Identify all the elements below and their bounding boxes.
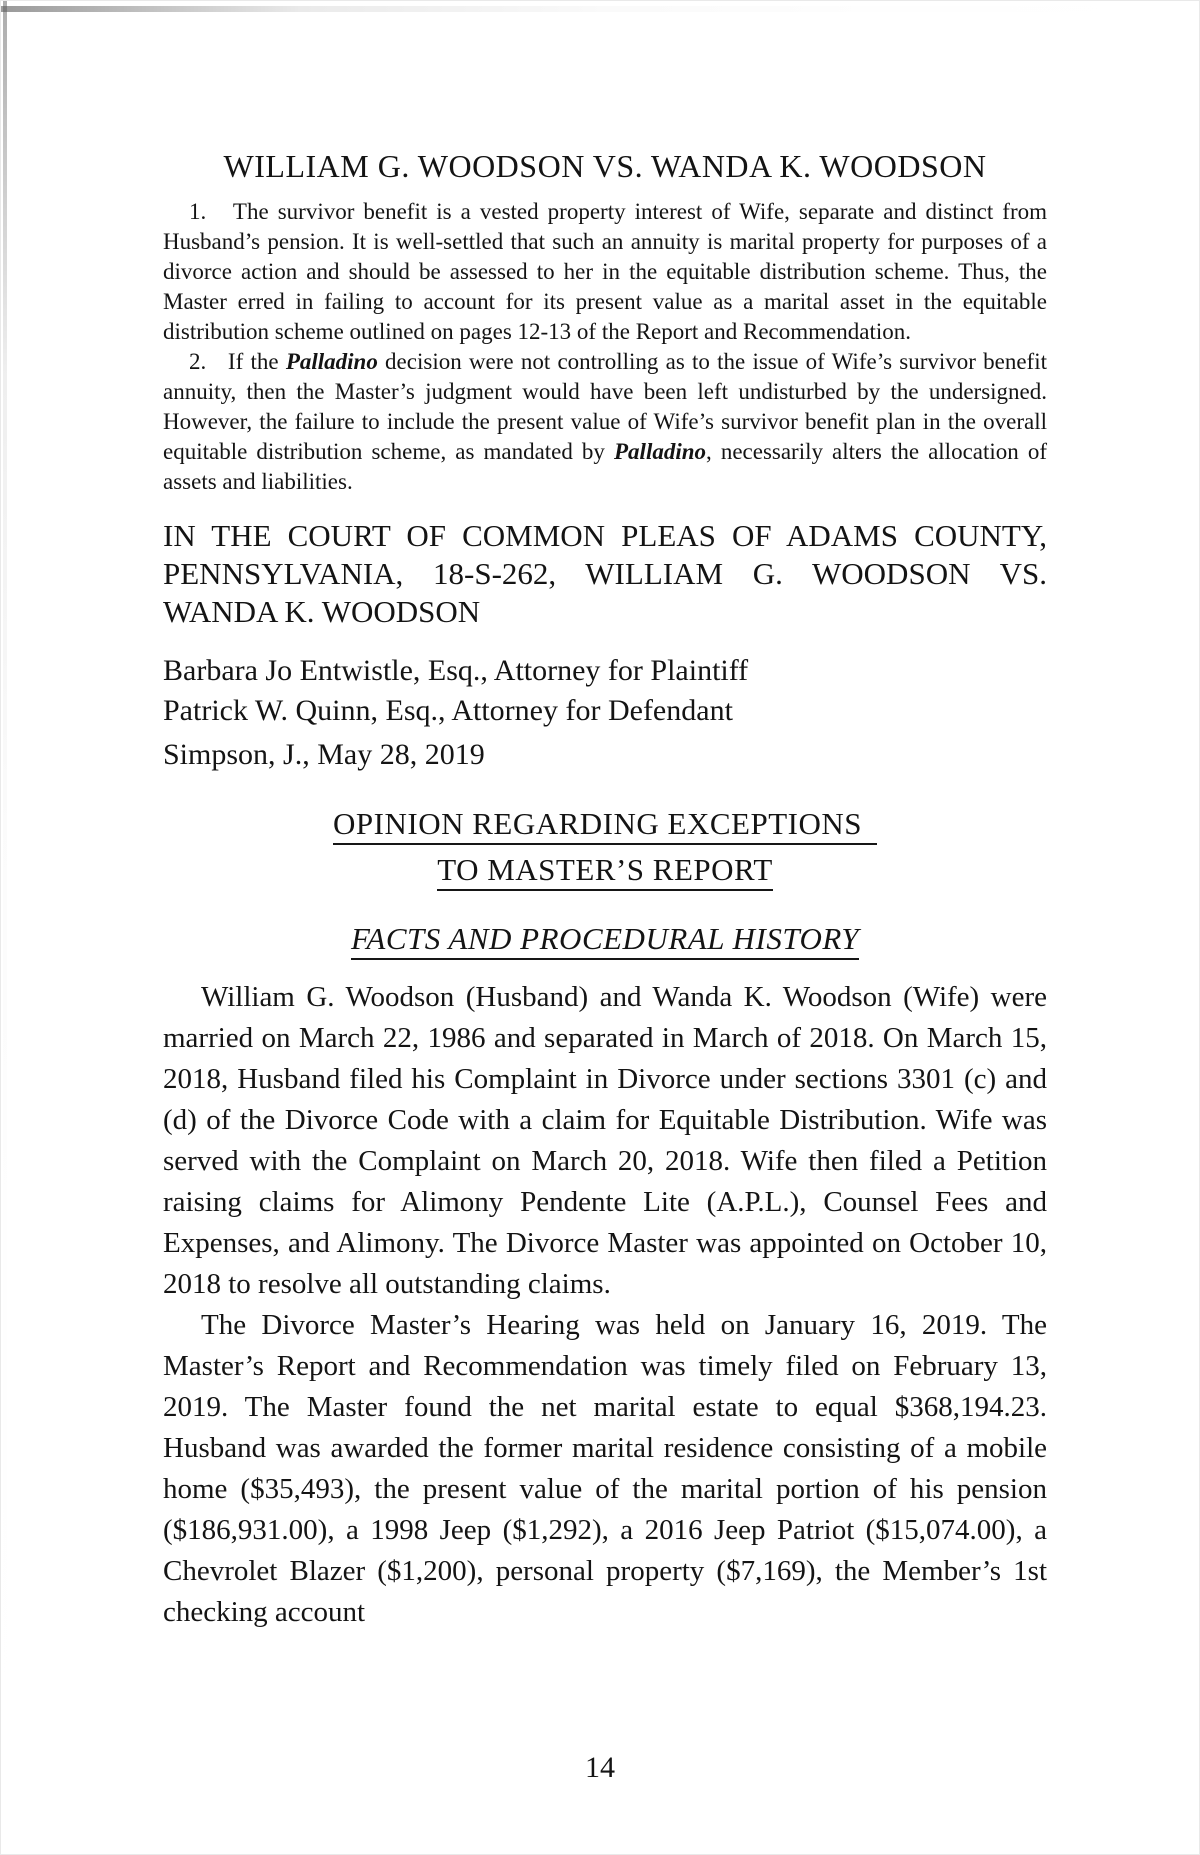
- palladino-citation: Palladino: [285, 349, 378, 374]
- facts-paragraph-1: William G. Woodson (Husband) and Wanda K. Woodson (Wife) were married on March 22, 1986 and separated in March of 2018. On March 15, 2018, Husband filed his Complaint in Divorce under sections 3301 (c) and (d) of the Divorce Code with a claim for Equitable Distribution. Wife was served with the Complaint on March 20, 2018. Wife then filed a Petition raising claims for Alimony Pendente Lite (A.P.L.), Counsel Fees and Expenses, and Alimony. The Divorce Master was appointed on October 10, 2018 to resolve all outstanding claims.: [163, 981, 1047, 1300]
- opinion-heading-line1: OPINION REGARDING EXCEPTIONS: [333, 806, 877, 845]
- defendant-attorney-line: Patrick W. Quinn, Esq., Attorney for Defendant: [163, 694, 733, 727]
- facts-paragraph-2: The Divorce Master’s Hearing was held on January 16, 2019. The Master’s Report and Recommendation was timely filed on February 13, 2019. The Master found the net marital estate to equal $368,194.23. Husband was awarded the former marital residence consisting of a mobile home ($35,493), the present value of the marital portion of his pension ($186,931.00), a 1998 Jeep ($1,292), a 2016 Jeep Patriot ($15,074.00), a Chevrolet Blazer ($1,200), personal property ($7,169), the Member’s 1st checking account: [163, 1309, 1047, 1628]
- page-edge-shadow-top: [1, 6, 1199, 12]
- case-title: WILLIAM G. WOODSON VS. WANDA K. WOODSON: [223, 148, 987, 184]
- plaintiff-attorney-line: Barbara Jo Entwistle, Esq., Attorney for Plaintiff: [163, 654, 749, 687]
- palladino-citation: Palladino: [614, 439, 707, 464]
- opinion-heading: [163, 801, 1047, 893]
- facts-heading-text: FACTS AND PROCEDURAL HISTORY: [351, 921, 859, 960]
- exception-2-text-mid: decision were not controlling as to the issue of Wife’s survivor benefit annuity, then the Master’s judgment would have been left undisturbed by the undersigned. However, the failure to include the present value of Wife’s survivor benefit plan in the overall equitable distribution scheme, as mandated by: [163, 349, 1047, 464]
- exception-2-text-end: , necessarily alters the allocation of assets and liabilities.: [163, 439, 1047, 494]
- exception-2-text-lead: 2. If the: [189, 349, 286, 374]
- judge-date-line: Simpson, J., May 28, 2019: [163, 738, 485, 771]
- exception-item-1: 1. The survivor benefit is a vested property interest of Wife, separate and distinct from Husband’s pension. It is well-settled that such an annuity is marital property for purposes of a divorce action and should be assessed to her in the equitable distribution scheme. Thus, the Master erred in failing to account for its present value as a marital asset in the equitable distribution scheme outlined on pages 12-13 of the Report and Recommendation.: [163, 199, 1047, 344]
- page-content: [1, 1, 1199, 1633]
- page-number: 14: [585, 1751, 615, 1784]
- court-caption: IN THE COURT OF COMMON PLEAS OF ADAMS COUNTY, PENNSYLVANIA, 18-S-262, WILLIAM G. WOODSON VS. WANDA K. WOODSON: [163, 518, 1047, 629]
- opinion-heading-line2: TO MASTER’S REPORT: [437, 852, 773, 891]
- counsel-block: [163, 651, 1047, 775]
- page-edge-shadow-left: [3, 1, 7, 1855]
- facts-heading: [163, 919, 1047, 959]
- exception-item-2: [163, 347, 1047, 497]
